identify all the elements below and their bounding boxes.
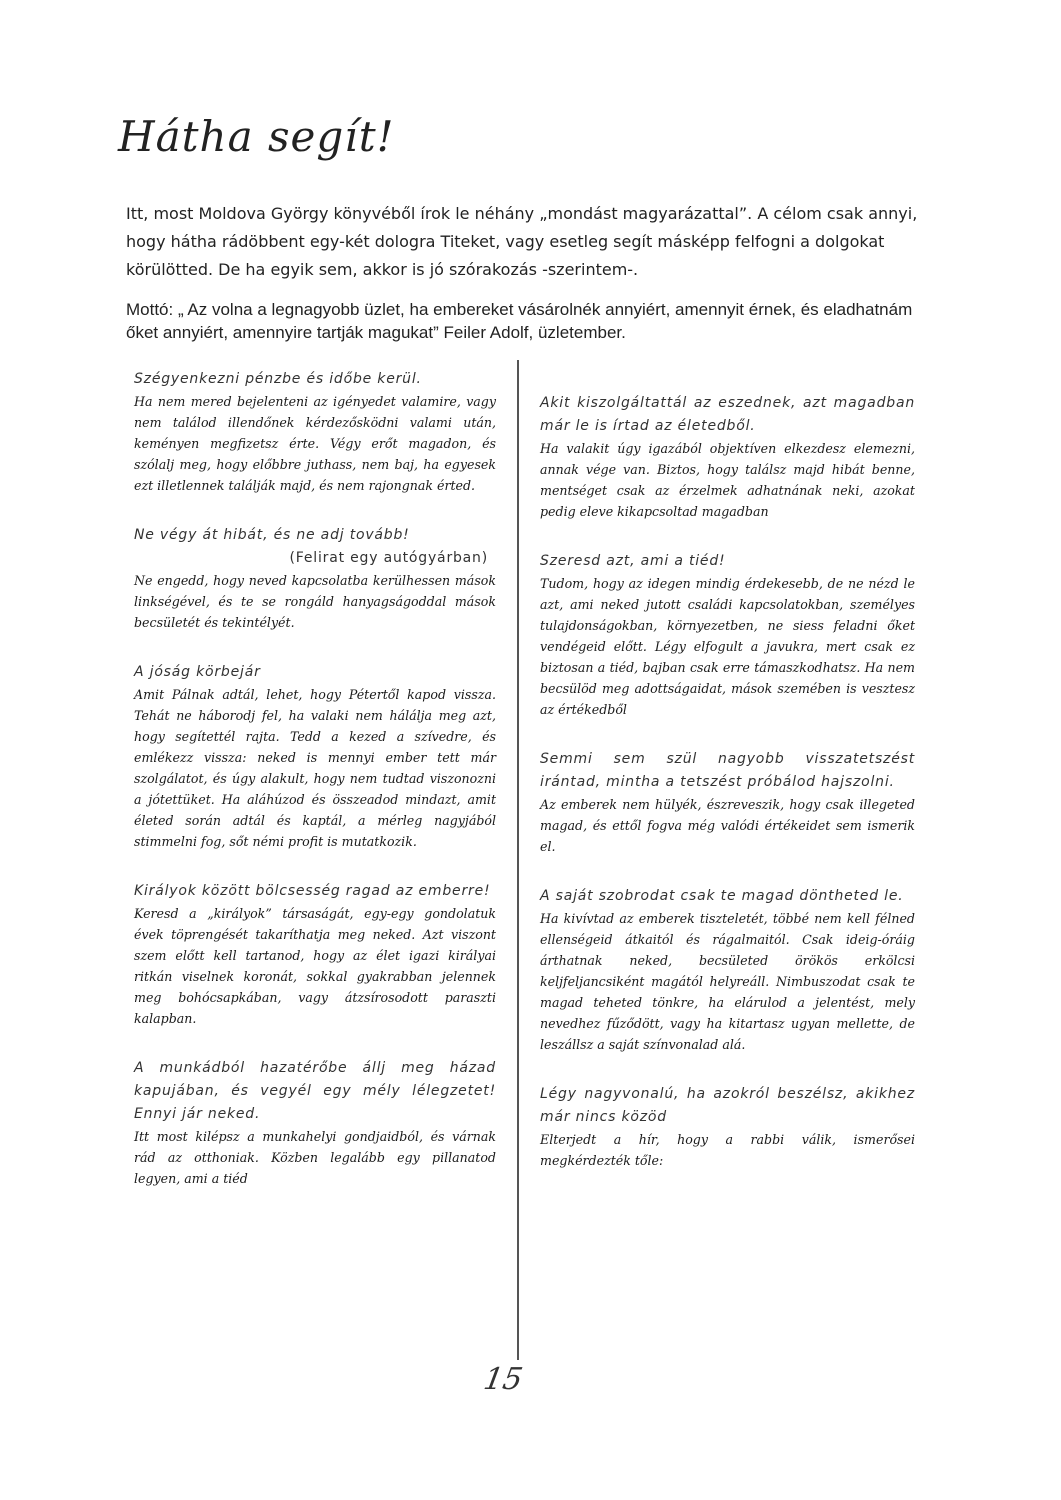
saying-heading: Királyok között bölcsesség ragad az emberre!	[134, 883, 491, 899]
saying-body: Ha kivívtad az emberek tiszteletét, többé nem kell félned ellenségeid átkaitól és rágalmaitól. Csak ideig-óráig árthatnak neked, becsületed örökös erkölcsi keljfeljancsiként magától helyreáll. Nimbuszodat csak te magad teheted tönkre, ha elárulod a jelentést, mely nevedhez fűződött, vagy ha kitartasz ugyan mellette, de leszállsz a saját színvonalad alá.	[540, 911, 915, 1052]
motto-paragraph: Mottó: „ Az volna a legnagyobb üzlet, ha embereket vásárolnék annyiért, amennyit érnek, és eladhatnám őket annyiért, amennyire tartják magukat” Feiler Adolf, üzletember.	[126, 300, 913, 342]
saying-body: Ha valakit úgy igazából objektíven elkezdesz elemezni, annak vége van. Biztos, hogy találsz majd hibát benne, mentséget csak az érzelmek adhatnának neki, azokat pedig eleve kikapcsoltad magadban	[540, 441, 915, 519]
saying-caption: (Felirat egy autógyárban)	[289, 550, 488, 566]
saying-body: Tudom, hogy az idegen mindig érdekesebb, de ne nézd le azt, ami neked jutott családi kapcsolatokban, személyes tulajdonságokban, környezetben, ne siess feladni őket vendégeid előtt. Légy elfogult a javukra, mert csak ez biztosan a tiéd, bajban csak erre támaszkodhatsz. Ha nem becsülöd meg adottságaidat, mások szemében is vesztesz az értékedből	[540, 576, 915, 717]
right-column	[540, 392, 915, 1199]
saying-heading: Légy nagyvonalú, ha azokról beszélsz, akikhez már nincs közöd	[540, 1086, 915, 1125]
intro-paragraph: Itt, most Moldova György könyvéből írok le néhány „mondást magyarázattal”. A célom csak annyi, hogy hátha rádöbbent egy-két dologra Titeket, vagy esetleg segít másképp felfogni a dolgokat körülötted. De ha egyik sem, akkor is jó szórakozás -szerintem-.	[126, 204, 918, 279]
saying-block	[134, 661, 496, 852]
saying-body: Amit Pálnak adtál, lehet, hogy Pétertől kapod vissza. Tehát ne háborodj fel, ha valaki nem hálálja meg azt, hogy segítettél rajta. Tedd a kezed a szívedre, és emlékezz vissza: neked is mennyi ember tett már szolgálatot, és úgy alakult, hogy nem tudtad viszonozni a jótettüket. Ha aláhúzod és összeadod mindazt, amit életed során adtál és kaptál, a mérleg nagyjából stimmelni fog, sőt némi profit is mutatkozik.	[134, 687, 496, 849]
saying-body: Keresd a „királyok” társaságát, egy-egy gondolatuk évek töprengését takaríthatja meg neked. Azt viszont szem előtt kell tartanod, hogy az élet igazi királyai ritkán viselnek koronát, sokkal gyakrabban jelennek meg bohócsapkában, vagy átzsírosodott paraszti kalapban.	[134, 906, 496, 1026]
saying-block	[540, 392, 915, 522]
saying-block	[134, 880, 496, 1029]
saying-block	[540, 1083, 915, 1171]
page-title: Hátha segít!	[118, 112, 395, 161]
saying-body: Elterjedt a hír, hogy a rabbi válik, ismerősei megkérdezték tőle:	[540, 1132, 915, 1168]
saying-heading: A saját szobrodat csak te magad döntheted le.	[540, 888, 904, 904]
column-divider	[517, 360, 519, 1360]
page-number: 15	[480, 1362, 526, 1397]
saying-block	[540, 885, 915, 1055]
saying-block	[134, 524, 496, 633]
saying-heading: Ne végy át hibát, és ne adj tovább!	[134, 527, 410, 543]
saying-heading: Akit kiszolgáltattál az eszednek, azt magadban már le is írtad az életedből.	[540, 395, 915, 434]
saying-block	[540, 748, 915, 857]
saying-body: Ne engedd, hogy neved kapcsolatba kerülhessen mások linkségével, és te se rongáld hanyagságoddal mások becsületét és tekintélyét.	[134, 573, 496, 630]
left-column	[134, 368, 496, 1217]
saying-block	[134, 1057, 496, 1189]
saying-block	[134, 368, 496, 496]
saying-body: Az emberek nem hülyék, észreveszik, hogy csak illegeted magad, és ettől fogva még valódi értékeidet sem ismerik el.	[540, 797, 915, 854]
saying-block	[540, 550, 915, 720]
saying-heading: A munkádból hazatérőbe állj meg házad kapujában, és vegyél egy mély lélegzetet! Ennyi jár neked.	[134, 1060, 496, 1122]
saying-heading: A jóság körbejár	[134, 664, 261, 680]
saying-body: Ha nem mered bejelenteni az igényedet valamire, vagy nem találod illendőnek kérdezősködni valami után, keményen megfizetsz érte. Végy erőt magadon, és szólalj meg, hogy előbbre juthass, nem baj, ha egyesek ezt illetlennek találják majd, és nem rajongnak érted.	[134, 394, 496, 493]
saying-body: Itt most kilépsz a munkahelyi gondjaidból, és várnak rád az otthoniak. Közben legalább egy pillanatod legyen, ami a tiéd	[134, 1129, 496, 1186]
saying-heading: Semmi sem szül nagyobb visszatetszést irántad, mintha a tetszést próbálod hajszolni.	[540, 751, 915, 790]
saying-heading: Szégyenkezni pénzbe és időbe kerül.	[134, 371, 422, 387]
saying-heading: Szeresd azt, ami a tiéd!	[540, 553, 726, 569]
